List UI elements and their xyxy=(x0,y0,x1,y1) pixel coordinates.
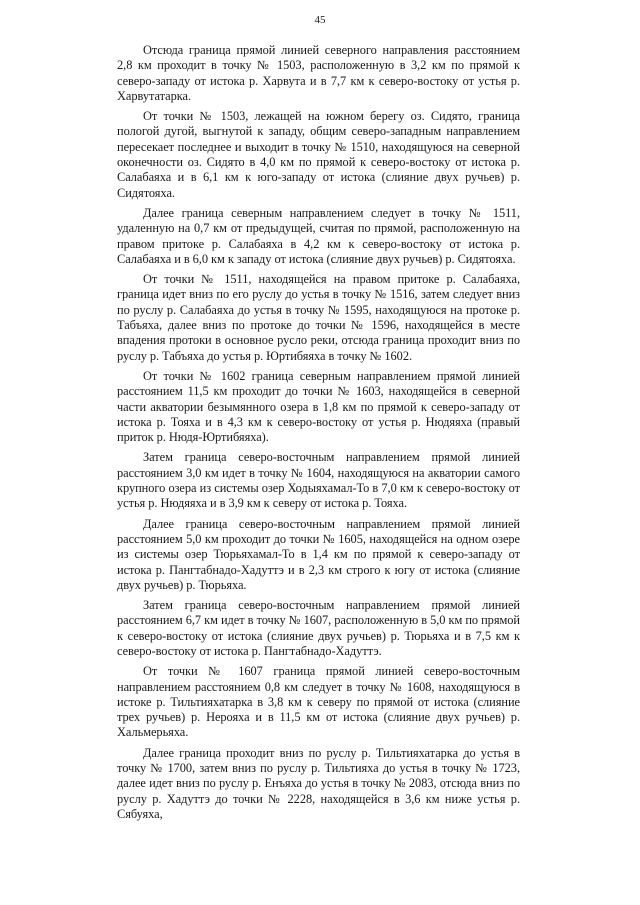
paragraph: Затем граница северо-восточным направлением прямой линией расстоянием 3,0 км идет в точку № 1604, находящуюся на акватории самого крупного озера из системы озер Ходыяхамал-То в 7,0 км к северо-востоку от устья р. Нюдяяха и в 3,9 км к северу от истока р. Тояха. xyxy=(117,450,520,511)
paragraph: Далее граница северным направлением следует в точку № 1511, удаленную на 0,7 км от предыдущей, считая по прямой, расположенную на правом притоке р. Салабаяха в 4,2 км к северо-востоку от истока р. Салабаяха и в 6,0 км к западу от истока (слияние двух ручьев) р. Сидятояха. xyxy=(117,205,520,266)
paragraph: От точки № 1503, лежащей на южном берегу оз. Сидято, граница пологой дугой, выгнутой к западу, общим северо-западным направлением пересекает последнее и выходит в точку № 1510, находящуюся на северной оконечности оз. Сидято в 4,0 км по прямой к северо-востоку от истока р. Салабаяха и в 6,1 км к юго-западу от истока (слияние двух ручьев) р. Сидятояха. xyxy=(117,109,520,200)
document-body xyxy=(117,43,520,827)
paragraph: От точки № 1607 граница прямой линией северо-восточным направлением расстоянием 0,8 км следует в точку № 1608, находящуюся в истоке р. Тильтияхатарка в 3,8 км к северу по прямой от истока (слияние трех ручьев) р. Нерояха и в 11,5 км от истока (слияние двух ручьев) р. Хальмерьяха. xyxy=(117,664,520,740)
paragraph: Далее граница северо-восточным направлением прямой линией расстоянием 5,0 км проходит до точки № 1605, находящейся на одном озере из системы озер Тюрьяхамал-То в 1,4 км по прямой к северо-западу от истока р. Пангтабнадо-Хадуттэ и в 2,3 км строго к югу от истока (слияние двух ручьев) р. Тюрьяха. xyxy=(117,516,520,592)
paragraph: Далее граница проходит вниз по руслу р. Тильтияхатарка до устья в точку № 1700, затем вниз по руслу р. Тильтияха до устья в точку № 1723, далее идет вниз по руслу р. Енъяха до устья в точку № 2083, отсюда вниз по руслу р. Хадуттэ до точки № 2228, находящейся в 3,6 км ниже устья р. Сябуяха, xyxy=(117,745,520,821)
paragraph: От точки № 1602 граница северным направлением прямой линией расстоянием 11,5 км проходит до точки № 1603, находящейся в северной части акватории безымянного озера в 1,8 км по прямой к северо-западу от истока р. Тояха и в 4,3 км к северо-востоку от устья р. Нюдяяха (правый приток р. Нюдя-Юртибяяха). xyxy=(117,368,520,445)
paragraph: От точки № 1511, находящейся на правом притоке р. Салабаяха, граница идет вниз по его руслу до устья в точку № 1516, затем следует вниз по руслу р. Салабаяха до устья в точку № 1595, находящуюся на протоке р. Табъяха, далее вниз по протоке до точки № 1596, находящейся в месте впадения протоки в основное русло реки, отсюда граница проходит вниз по руслу р. Табъяха до устья р. Юртибяяха в точку № 1602. xyxy=(117,272,520,363)
paragraph: Отсюда граница прямой линией северного направления расстоянием 2,8 км проходит в точку № 1503, расположенную в 3,2 км по прямой к северо-западу от истока р. Харвута и в 7,7 км к северо-востоку от устья р. Харвутатарка. xyxy=(117,43,520,103)
paragraph: Затем граница северо-восточным направлением прямой линией расстоянием 6,7 км идет в точку № 1607, расположенную в 5,0 км по прямой к северо-востоку от истока (слияние двух ручьев) р. Тюрьяха и в 7,5 км к северо-востоку от истока р. Пангтабнадо-Хадуттэ. xyxy=(117,598,520,658)
page-number: 45 xyxy=(314,14,326,26)
